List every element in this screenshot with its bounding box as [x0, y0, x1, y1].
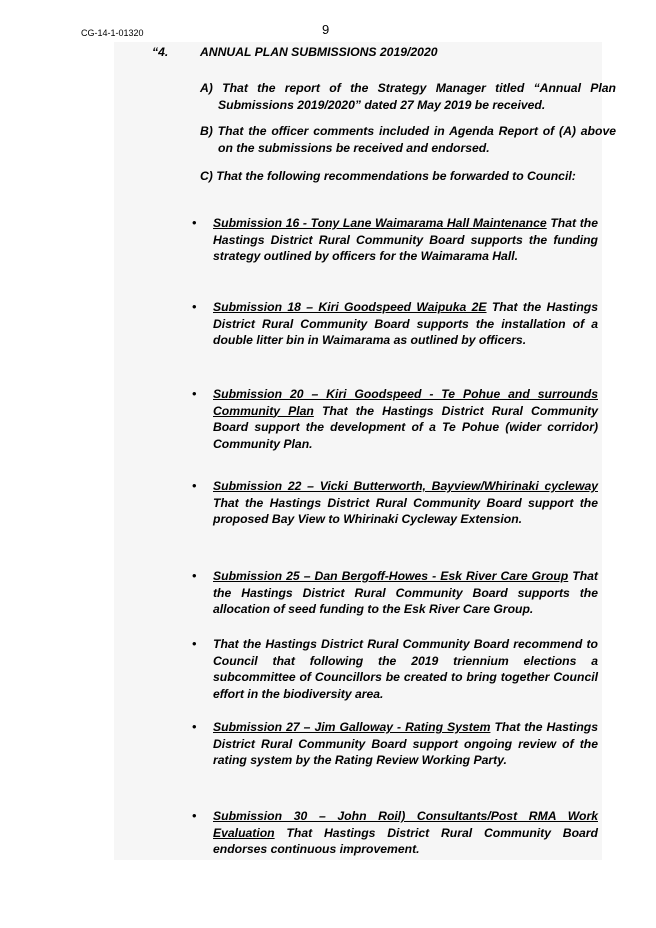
recommendation-text: That the Hastings District Rural Community Board supports the installation of a double litter bin in Waimarama as outlined by officers. — [213, 300, 598, 347]
item-number: “4. — [152, 45, 169, 59]
bullet-icon: • — [192, 215, 197, 230]
recommendation-text: That the Hastings District Rural Community Board recommend to Council that following the 2019 triennium elections a subcommittee of Councillors be created to bring together Council effort in the biodiversity area. — [213, 637, 598, 701]
bullet-icon: • — [192, 478, 197, 493]
bullet-icon: • — [192, 719, 197, 734]
bullet-icon: • — [192, 568, 197, 583]
item-title: ANNUAL PLAN SUBMISSIONS 2019/2020 — [200, 45, 438, 59]
recommendation-item — [213, 568, 598, 618]
recommendation-item — [213, 478, 598, 528]
recommendation-text: That the Hastings District Rural Community Board support the proposed Bay View to Whirinaki Cycleway Extension. — [213, 495, 598, 526]
submission-title: Submission 16 - Tony Lane Waimarama Hall Maintenance — [213, 216, 547, 230]
submission-title: Submission 25 – Dan Bergoff-Howes - Esk River Care Group — [213, 569, 569, 583]
page-number: 9 — [322, 22, 330, 37]
recommendation-text: That the Hastings District Rural Community Board supports the allocation of seed funding to the Esk River Care Group. — [213, 569, 598, 616]
document-reference: CG-14-1-01320 — [81, 28, 144, 38]
recommendation-item — [213, 386, 598, 452]
recommendation-item — [213, 719, 598, 769]
recommendation-text: That Hastings District Rural Community Board endorses continuous improvement. — [213, 825, 598, 856]
bullet-icon: • — [192, 386, 197, 401]
recommendation-item — [213, 808, 598, 858]
bullet-icon: • — [192, 299, 197, 314]
bullet-icon: • — [192, 808, 197, 823]
recommendation-item — [213, 636, 598, 702]
recommendation-item — [213, 215, 598, 265]
recommendation-text: That the Hastings District Rural Community Board support ongoing review of the rating system by the Rating Review Working Party. — [213, 720, 598, 767]
recommendation-text: That the Hastings District Rural Community Board support the development of a Te Pohue (wider corridor) Community Plan. — [213, 403, 599, 451]
submission-title: Submission 22 – Vicki Butterworth, Bayview/Whirinaki cycleway — [213, 479, 598, 493]
submission-title: Submission 18 – Kiri Goodspeed Waipuka 2E — [213, 300, 487, 314]
recommendation-item — [213, 299, 598, 349]
submission-title: Submission 27 – Jim Galloway - Rating System — [213, 720, 491, 734]
resolution-c: C) That the following recommendations be forwarded to Council: — [200, 169, 576, 183]
bullet-icon: • — [192, 636, 197, 651]
resolution-a: A) That the report of the Strategy Manager titled “Annual Plan Submissions 2019/2020” dated 27 May 2019 be received. — [200, 81, 616, 112]
submission-title: Submission 20 – Kiri Goodspeed - Te Pohue and surrounds Community Plan — [213, 387, 598, 418]
recommendation-text: That the Hastings District Rural Community Board supports the funding strategy outlined by officers for the Waimarama Hall. — [213, 216, 599, 263]
submission-title: Submission 30 – John Roil) Consultants/Post RMA Work Evaluation — [213, 809, 598, 840]
resolution-b: B) That the officer comments included in Agenda Report of (A) above on the submissions be received and endorsed. — [200, 124, 616, 155]
